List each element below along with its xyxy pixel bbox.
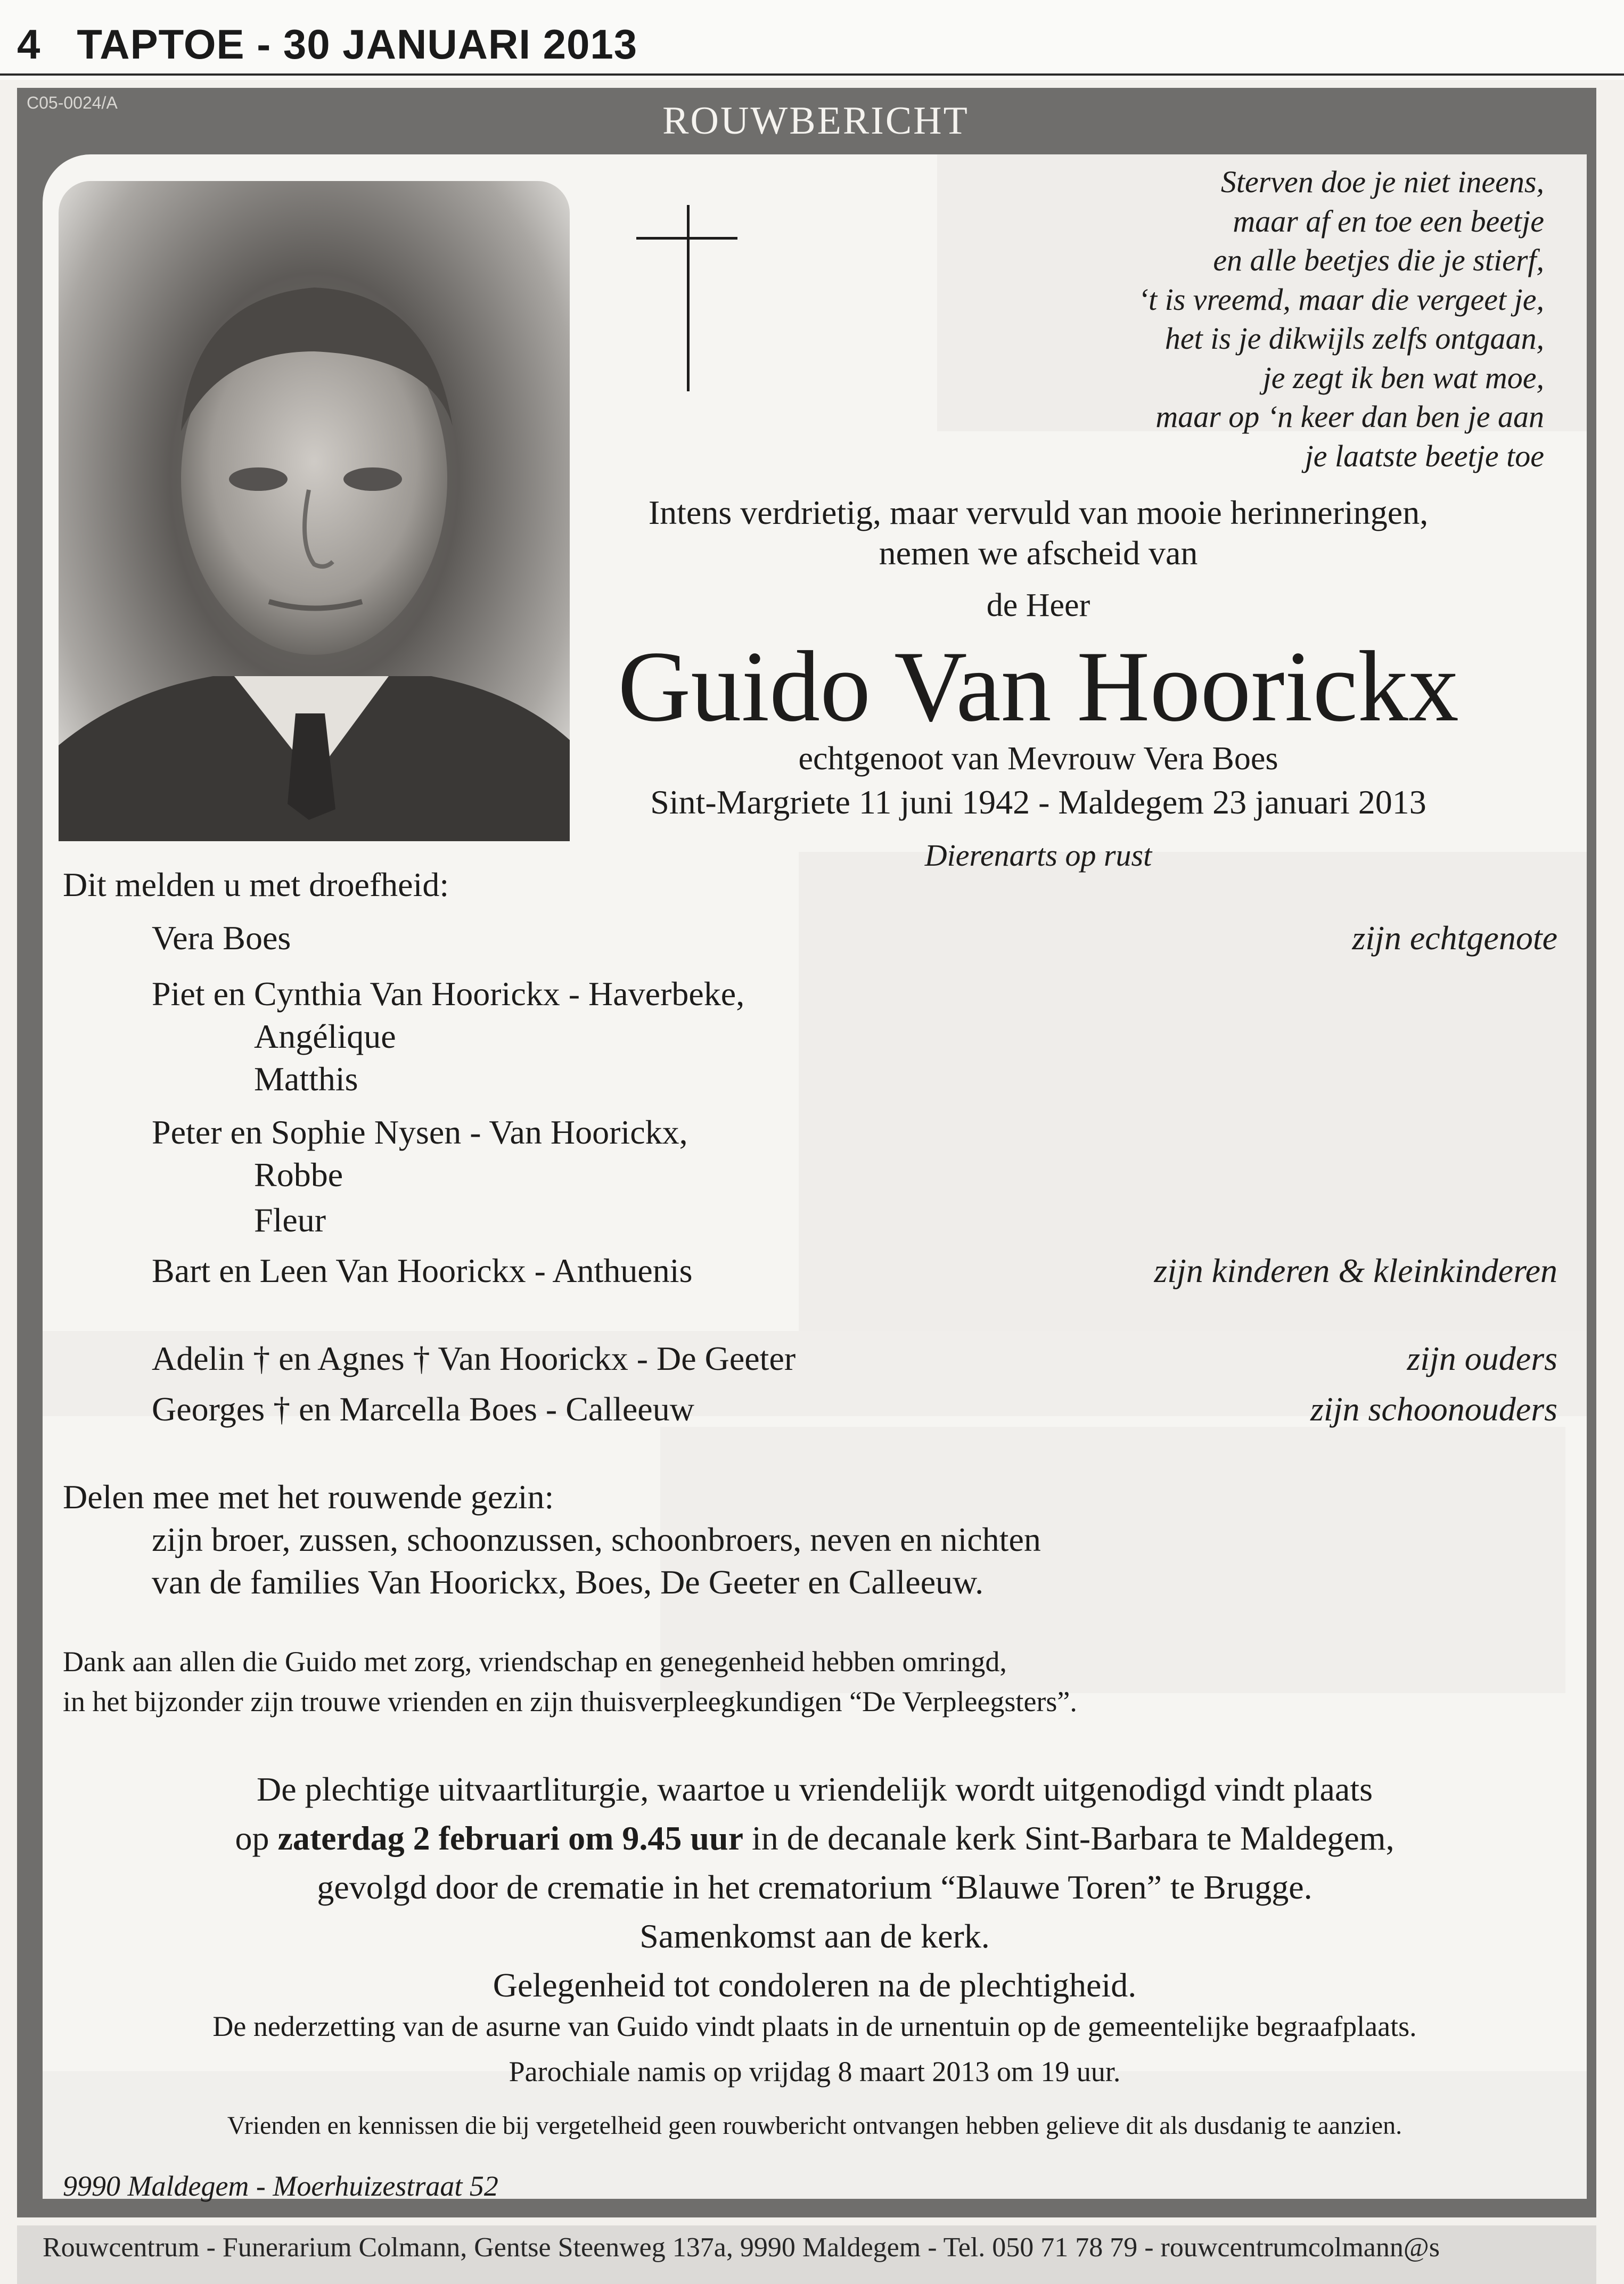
ad-code: C05-0024/A: [27, 93, 118, 112]
funeral-home-footer: Rouwcentrum - Funerarium Colmann, Gentse Steenweg 137a, 9990 Maldegem - Tel. 050 71 78 79 - rouwcentrumcolmann@s: [43, 2232, 1440, 2263]
occupation: Dierenarts op rust: [924, 838, 1152, 873]
role-spouse: zijn echtgenote: [1352, 919, 1557, 957]
ceremony-location: in de decanale kerk Sint-Barbara te Maldegem,: [751, 1819, 1395, 1857]
portrait-illustration: [59, 181, 570, 841]
urn-line: De nederzetting van de asurne van Guido vindt plaats in de urnentuin op de gemeentelijke begraafplaats.: [212, 2010, 1417, 2042]
poem-line: het is je dikwijls zelfs ontgaan,: [1164, 321, 1544, 356]
family-spouse: Vera Boes: [152, 919, 291, 957]
address: 9990 Maldegem - Moerhuizestraat 52: [63, 2170, 498, 2202]
deceased-name: Guido Van Hoorickx: [618, 631, 1459, 743]
ceremony: [43, 1765, 1587, 2010]
family-inlaws: Georges † en Marcella Boes - Calleeuw: [152, 1390, 694, 1428]
family-child-3: Bart en Leen Van Hoorickx - Anthuenis: [152, 1252, 693, 1289]
role-children: zijn kinderen & kleinkinderen: [1154, 1252, 1557, 1289]
ceremony-pre: op: [235, 1819, 269, 1857]
ceremony-line: gevolgd door de crematie in het crematorium “Blauwe Toren” te Brugge.: [317, 1868, 1313, 1906]
portrait-photo: [59, 181, 570, 841]
grandchild: Matthis: [254, 1060, 358, 1098]
header-rule: [0, 73, 1624, 76]
family-parents: Adelin † en Agnes † Van Hoorickx - De Geeter: [152, 1340, 796, 1377]
share-line: van de families Van Hoorickx, Boes, De Geeter en Calleeuw.: [152, 1563, 984, 1601]
ceremony-line: Gelegenheid tot condoleren na de plechtigheid.: [493, 1966, 1137, 2004]
page-number: 4: [17, 21, 41, 68]
role-inlaws: zijn schoonouders: [1310, 1390, 1557, 1428]
intro: [586, 492, 1491, 573]
intro-line: Intens verdrietig, maar vervuld van mooie herinneringen,: [648, 494, 1429, 531]
poem-line: Sterven doe je niet ineens,: [1220, 165, 1544, 199]
poem-line: maar op ‘n keer dan ben je aan: [1155, 399, 1544, 434]
notice-line: Vrienden en kennissen die bij vergetelheid geen rouwbericht ontvangen hebben gelieve dit als dusdanig te aanzien.: [227, 2112, 1402, 2140]
cross-icon-vertical: [687, 205, 690, 391]
family-child-2: Peter en Sophie Nysen - Van Hoorickx,: [152, 1113, 688, 1151]
spouse-line: echtgenoot van Mevrouw Vera Boes: [798, 741, 1278, 777]
ceremony-date-time: zaterdag 2 februari om 9.45 uur: [277, 1819, 743, 1857]
obituary-heading: ROUWBERICHT: [662, 99, 969, 143]
poem-line: maar af en toe een beetje: [1233, 203, 1544, 239]
ceremony-line: Samenkomst aan de kerk.: [639, 1917, 990, 1955]
cross-icon-horizontal: [636, 237, 737, 240]
thanks-line: in het bijzonder zijn trouwe vrienden en zijn thuisverpleegkundigen “De Verpleegsters”.: [63, 1686, 1077, 1718]
poem-line: ‘t is vreemd, maar die vergeet je,: [1138, 282, 1544, 317]
grandchild: Fleur: [254, 1201, 326, 1239]
poem-line: en alle beetjes die je stierf,: [1213, 243, 1544, 277]
dates-line: Sint-Margriete 11 juni 1942 - Maldegem 23 januari 2013: [650, 783, 1426, 821]
poem: [905, 162, 1544, 475]
intro-line: nemen we afscheid van: [879, 534, 1198, 572]
ceremony-line-date: [43, 1814, 1587, 1863]
share-heading: Delen mee met het rouwende gezin:: [63, 1478, 554, 1516]
newspaper-header-text: [17, 20, 637, 69]
grandchild: Robbe: [254, 1156, 343, 1194]
title-prefix: de Heer: [986, 587, 1090, 623]
mass-line: Parochiale namis op vrijdag 8 maart 2013 om 19 uur.: [508, 2056, 1121, 2088]
poem-line: je laatste beetje toe: [1305, 438, 1544, 473]
share-line: zijn broer, zussen, schoonzussen, schoonbroers, neven en nichten: [152, 1521, 1041, 1558]
thanks-line: Dank aan allen die Guido met zorg, vriendschap en genegenheid hebben omringd,: [63, 1646, 1007, 1678]
family-child-1: Piet en Cynthia Van Hoorickx - Haverbeke,: [152, 975, 745, 1013]
announce-heading: Dit melden u met droefheid:: [63, 866, 449, 903]
role-parents: zijn ouders: [1407, 1340, 1557, 1377]
publication-date: TAPTOE - 30 JANUARI 2013: [77, 21, 638, 68]
grandchild: Angélique: [254, 1017, 396, 1055]
ceremony-line: De plechtige uitvaartliturgie, waartoe u vriendelijk wordt uitgenodigd vindt plaats: [256, 1770, 1373, 1808]
poem-line: je zegt ik ben wat moe,: [1262, 360, 1544, 395]
